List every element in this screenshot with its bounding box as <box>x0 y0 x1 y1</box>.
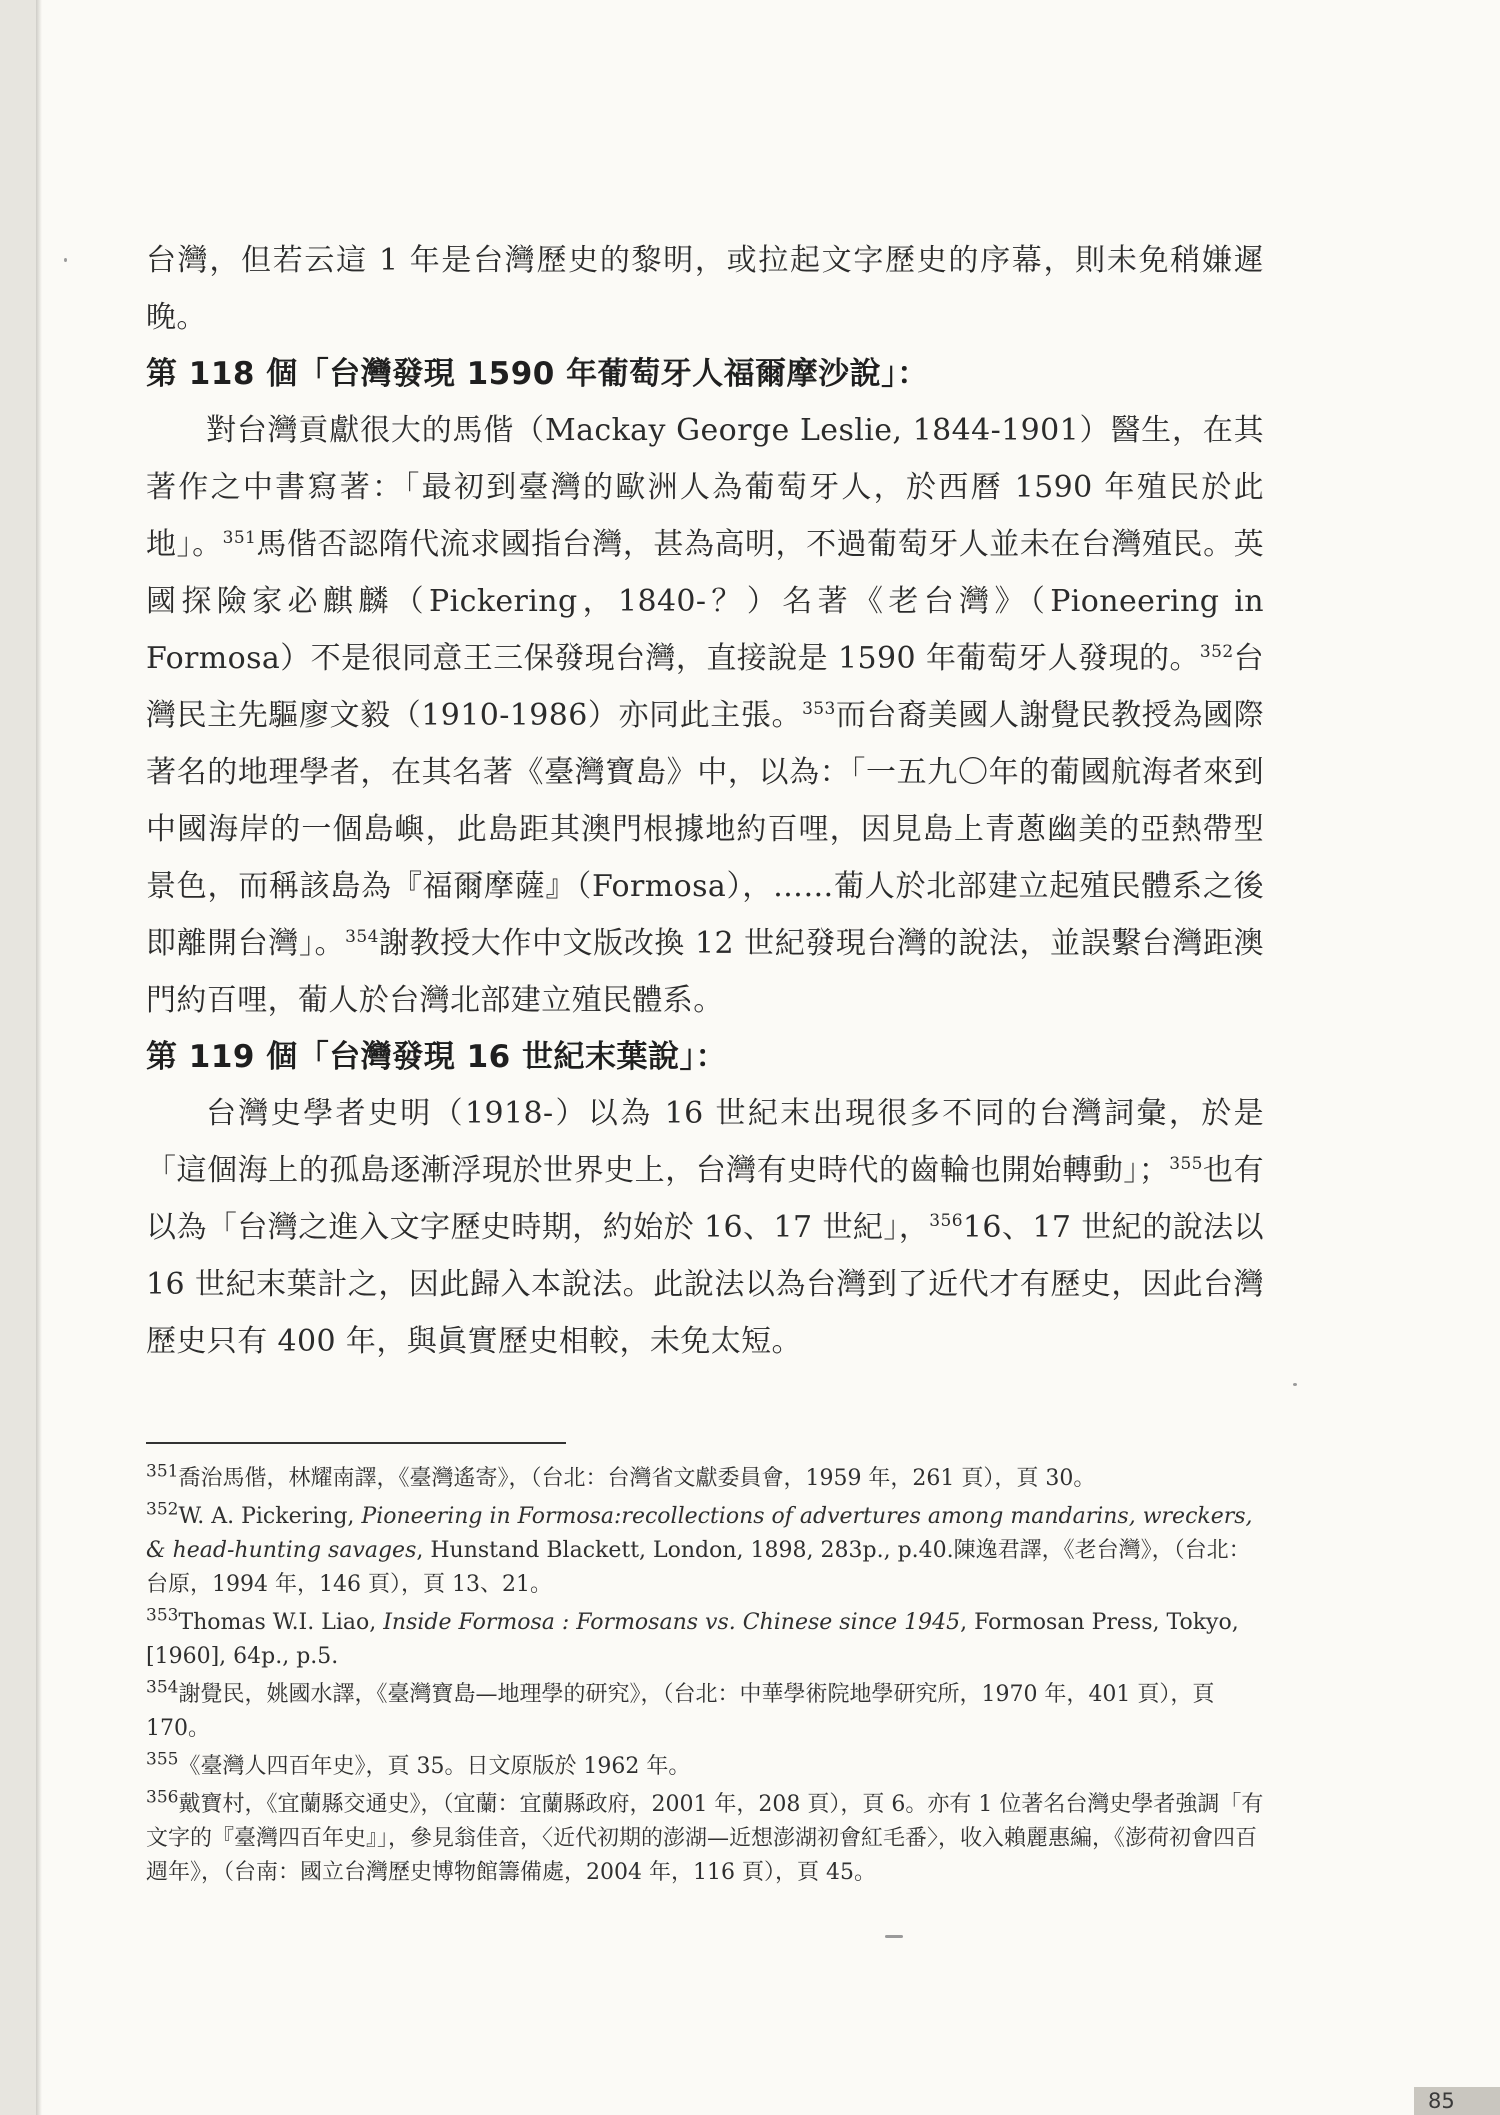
text-run: 台灣史學者史明（1918-）以為 16 世紀末出現很多不同的台灣詞彙，於是「這個海上的孤島逐漸浮現於世界史上，台灣有史時代的齒輪也開始轉動」； <box>146 1096 1264 1188</box>
footnote-text: , Hunstand Blackett, London, 1898, 283p., p.40.陳逸君譯，《老台灣》，（台北：台原，1994 年，146 頁），頁 13、21。 <box>146 1538 1251 1597</box>
text-run: 而台裔美國人謝覺民教授為國際著名的地理學者，在其名著《臺灣寶島》中，以為：「一五九〇年的葡國航海者來到中國海岸的一個島嶼，此島距其澳門根據地約百哩，因見島上青蔥幽美的亞熱帶型景色，而稱該島為『福爾摩薩』（Formosa），……葡人於北部建立起殖民體系之後即離開台灣」。 <box>146 698 1264 961</box>
section-heading-119: 第 119 個「台灣發現 16 世紀末葉說」： <box>146 1039 728 1075</box>
paragraph-intro: 台灣，但若云這 1 年是台灣歷史的黎明，或拉起文字歷史的序幕，則未免稍嫌遲晚。 <box>146 243 1264 335</box>
footnote-title: Pioneering in Formosa:recollections of advertures among mandarins, wreckers, & head-hunting savages <box>146 1504 1253 1563</box>
footnote-number: 351 <box>146 1461 179 1482</box>
text-run: 對台灣貢獻很大的馬偕（Mackay George Leslie, 1844-1901）醫生，在其著作之中書寫著：「最初到臺灣的歐洲人為葡萄牙人，於西曆 1590 年殖民於此地」。 <box>146 413 1264 562</box>
footnote-352 <box>146 1500 1264 1602</box>
footnote-351 <box>146 1462 1264 1496</box>
footnote-354 <box>146 1678 1264 1746</box>
text-run: 台灣民主先驅廖文毅（1910-1986）亦同此主張。 <box>146 641 1264 733</box>
gutter-shadow <box>36 0 42 2115</box>
footnote-text: , Formosan Press, Tokyo, [1960], 64p., p.5. <box>146 1610 1239 1669</box>
body-text <box>146 232 1264 1370</box>
text-run: 謝教授大作中文版改換 12 世紀發現台灣的說法，並誤繫台灣距澳門約百哩，葡人於台灣北部建立殖民體系。 <box>146 926 1264 1018</box>
scan-speck <box>64 258 67 262</box>
footnote-ref-351: 351 <box>222 528 257 548</box>
footnote-separator <box>146 1442 566 1444</box>
footnote-number: 354 <box>146 1677 179 1698</box>
footnote-title: Inside Formosa : Formosans vs. Chinese since 1945 <box>383 1610 961 1635</box>
footnote-353 <box>146 1606 1264 1674</box>
footnote-ref-353: 353 <box>802 699 836 719</box>
footnote-355 <box>146 1750 1264 1784</box>
text-run: 馬偕否認隋代流求國指台灣，甚為高明，不過葡萄牙人並未在台灣殖民。英國探險家必麒麟（Pickering，1840-？）名著《老台灣》（Pioneering in Formosa）不是很同意王三保發現台灣，直接說是 1590 年葡萄牙人發現的。 <box>146 527 1265 676</box>
footnote-text: Thomas W.I. Liao, <box>178 1610 384 1635</box>
scan-speck <box>1293 1383 1297 1386</box>
page-number: 85 <box>1414 2087 1500 2115</box>
footnote-text: 喬治馬偕，林耀南譯，《臺灣遙寄》，（台北：台灣省文獻委員會，1959 年，261 頁），頁 30。 <box>178 1466 1096 1491</box>
footnote-text: 謝覺民，姚國水譯，《臺灣寶島—地理學的研究》，（台北：中華學術院地學研究所，1970 年，401 頁），頁 170。 <box>146 1682 1215 1741</box>
scan-speck <box>885 1935 903 1938</box>
footnote-number: 352 <box>146 1499 179 1520</box>
footnote-number: 353 <box>146 1605 179 1626</box>
footnote-ref-354: 354 <box>345 927 379 947</box>
footnote-ref-356: 356 <box>929 1211 963 1231</box>
text-run: 16、17 世紀的說法以 16 世紀末葉計之，因此歸入本說法。此說法以為台灣到了近代才有歷史，因此台灣歷史只有 400 年，與眞實歷史相較，未免太短。 <box>146 1210 1264 1359</box>
binding-edge <box>0 0 36 2115</box>
footnote-ref-355: 355 <box>1169 1154 1203 1174</box>
footnotes <box>146 1462 1264 1894</box>
footnote-number: 355 <box>146 1749 179 1770</box>
footnote-ref-352: 352 <box>1199 642 1234 662</box>
footnote-text: 戴寶村，《宜蘭縣交通史》，（宜蘭：宜蘭縣政府，2001 年，208 頁），頁 6。亦有 1 位著名台灣史學者強調「有文字的『臺灣四百年史』」，參見翁佳音，〈近代初期的澎湖—近想澎湖初會紅毛番〉，收入賴麗惠編，《澎荷初會四百週年》，（台南：國立台灣歷史博物館籌備處，2004 年，116 頁），頁 45。 <box>146 1792 1264 1885</box>
section-heading-118: 第 118 個「台灣發現 1590 年葡萄牙人福爾摩沙說」： <box>146 356 929 392</box>
footnote-text: 《臺灣人四百年史》，頁 35。日文原版於 1962 年。 <box>178 1754 691 1779</box>
paragraph-119 <box>146 1085 1264 1370</box>
text-run: 也有以為「台灣之進入文字歷史時期，約始於 16、17 世紀」， <box>146 1153 1264 1245</box>
paragraph-118 <box>146 402 1264 1029</box>
footnote-356 <box>146 1788 1264 1890</box>
footnote-text: W. A. Pickering, <box>178 1504 362 1529</box>
footnote-number: 356 <box>146 1787 179 1808</box>
